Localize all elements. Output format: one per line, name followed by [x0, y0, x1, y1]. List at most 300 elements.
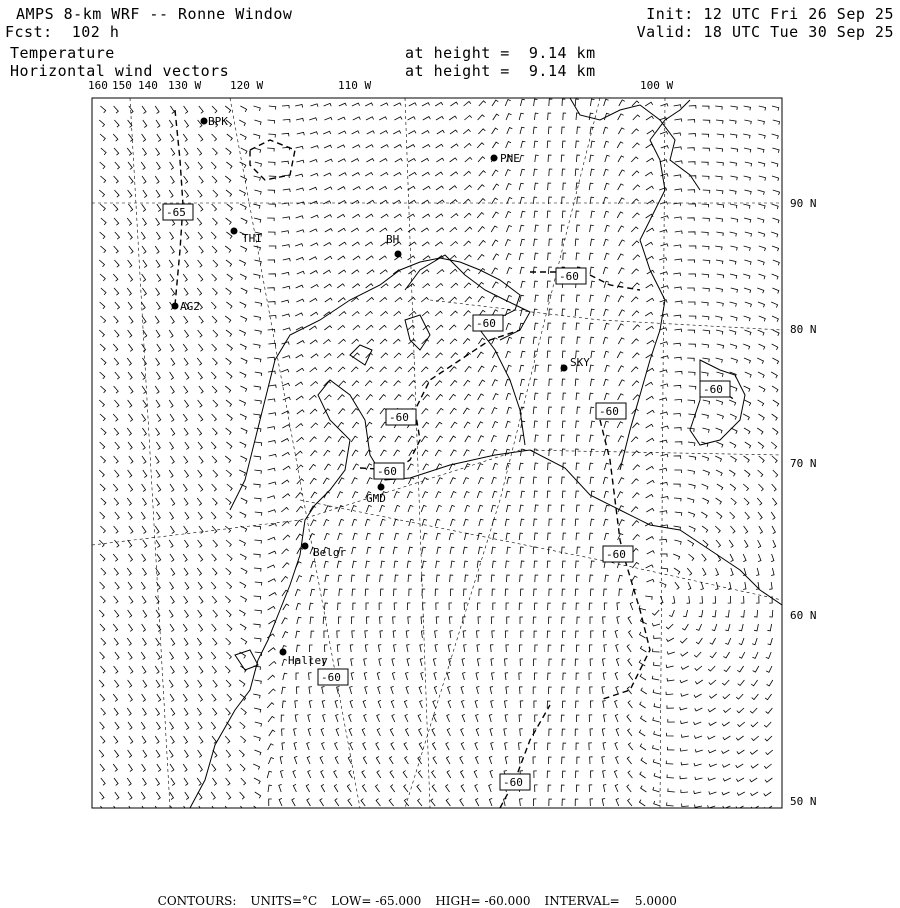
- wind-barb: [197, 218, 201, 225]
- wind-barb: [694, 652, 701, 657]
- wind-barb: [268, 329, 275, 332]
- wind-barb: [128, 554, 132, 561]
- wind-barb: [590, 477, 594, 484]
- wind-barb: [505, 170, 510, 177]
- wind-barb: [267, 496, 275, 499]
- wind-barb: [309, 603, 313, 610]
- wind-barb: [211, 512, 216, 519]
- wind-barb: [730, 176, 737, 180]
- wind-barb: [548, 575, 551, 582]
- wind-barb: [226, 638, 231, 645]
- wind-barb: [772, 386, 778, 392]
- wind-barb: [632, 353, 639, 358]
- wind-barb: [184, 358, 188, 365]
- wind-barb: [395, 298, 402, 303]
- wind-barb: [127, 288, 131, 295]
- wind-barb: [339, 589, 343, 596]
- wind-barb: [641, 786, 647, 792]
- wind-barb: [646, 116, 654, 120]
- wind-barb: [184, 470, 188, 477]
- wind-barb: [405, 757, 409, 765]
- wind-barb: [367, 270, 374, 274]
- wind-barb: [142, 414, 146, 422]
- wind-barb: [268, 510, 276, 513]
- wind-barb: [729, 120, 736, 124]
- wind-barb: [380, 547, 384, 554]
- wind-barb: [169, 120, 173, 128]
- wind-barb: [688, 302, 695, 305]
- wind-barb: [743, 204, 750, 209]
- wind-barb: [628, 743, 632, 750]
- wind-barb: [604, 379, 609, 386]
- wind-barb: [394, 353, 401, 358]
- wind-barb: [170, 386, 174, 394]
- wind-barb: [436, 325, 443, 330]
- wind-barb: [738, 680, 745, 686]
- wind-barb: [627, 715, 631, 722]
- wind-barb: [771, 568, 774, 576]
- wind-barb: [739, 638, 744, 645]
- wind-barb: [666, 665, 674, 668]
- wind-barb: [323, 714, 326, 722]
- wind-barb: [268, 204, 275, 207]
- wind-barb: [403, 771, 407, 778]
- wind-barb: [603, 785, 606, 793]
- wind-barb: [183, 134, 187, 141]
- wind-barb: [562, 407, 565, 414]
- wind-barb: [212, 106, 217, 113]
- wind-barb: [710, 638, 716, 644]
- wind-barb: [366, 367, 373, 372]
- wind-barb: [293, 784, 296, 792]
- wind-barb: [450, 478, 456, 484]
- wind-barb: [730, 274, 737, 279]
- wind-barb: [212, 428, 217, 435]
- station-dot: [302, 543, 309, 550]
- wind-barb: [695, 708, 703, 711]
- wind-barb: [520, 155, 525, 162]
- wind-barb: [310, 160, 318, 163]
- wind-barb: [376, 785, 380, 792]
- wind-barb: [603, 337, 608, 344]
- wind-barb: [731, 148, 738, 152]
- wind-barb: [694, 736, 702, 739]
- wind-barb: [141, 722, 145, 730]
- wind-barb: [241, 568, 247, 574]
- wind-barb: [101, 428, 106, 435]
- wind-barb: [254, 708, 261, 713]
- wind-barb: [170, 414, 174, 422]
- wind-barb: [521, 351, 526, 358]
- wind-barb: [435, 645, 438, 653]
- wind-barb: [421, 158, 429, 162]
- wind-barb: [268, 648, 275, 652]
- wind-barb: [639, 730, 645, 736]
- wind-barb: [688, 344, 695, 347]
- wind-barb: [351, 436, 357, 442]
- wind-barb: [378, 700, 381, 708]
- wind-barb: [282, 743, 285, 750]
- wind-barb: [533, 757, 536, 764]
- wind-barb: [197, 148, 201, 155]
- wind-barb: [325, 298, 332, 302]
- wind-barb: [758, 330, 764, 336]
- wind-barb: [254, 400, 261, 404]
- wind-barb: [616, 798, 619, 806]
- wind-barb: [766, 750, 773, 755]
- wind-barb: [352, 284, 359, 288]
- wind-barb: [336, 728, 339, 736]
- wind-barb: [347, 785, 351, 793]
- wind-barb: [127, 358, 131, 365]
- wind-barb: [616, 756, 619, 764]
- wind-barb: [322, 701, 325, 709]
- wind-barb: [744, 386, 750, 392]
- wind-barb: [268, 260, 275, 263]
- wind-barb: [619, 520, 625, 526]
- wind-barb: [653, 759, 660, 764]
- wind-barb: [198, 540, 202, 547]
- wind-barb: [771, 302, 777, 308]
- wind-barb: [716, 120, 723, 124]
- wind-barb: [253, 274, 260, 278]
- wind-barb: [423, 464, 429, 470]
- wind-barb: [702, 526, 708, 533]
- wind-barb: [197, 358, 201, 365]
- wind-barb: [311, 492, 317, 498]
- wind-barb: [659, 258, 667, 261]
- wind-barb: [465, 366, 472, 372]
- wind-barb: [170, 176, 174, 184]
- wind-barb: [436, 561, 440, 568]
- wind-barb: [604, 491, 609, 498]
- wind-barb: [295, 105, 303, 108]
- wind-barb: [645, 102, 653, 106]
- wind-barb: [184, 148, 188, 155]
- wind-barb: [226, 190, 232, 197]
- lat-label: 90 N: [790, 197, 817, 210]
- wind-barb: [157, 554, 161, 562]
- wind-barb: [589, 603, 592, 610]
- wind-barb: [674, 385, 681, 388]
- wind-barb: [575, 449, 579, 456]
- wind-barb: [447, 728, 450, 736]
- wind-barb: [296, 285, 304, 288]
- wind-barb: [450, 519, 455, 526]
- wind-barb: [743, 274, 750, 279]
- wind-barb: [451, 144, 458, 148]
- wind-barb: [653, 787, 660, 792]
- wind-barb: [660, 554, 667, 557]
- wind-barb: [227, 554, 232, 561]
- wind-barb: [213, 330, 218, 337]
- wind-barb: [463, 129, 470, 134]
- wind-barb: [535, 785, 538, 792]
- wind-barb: [156, 652, 160, 660]
- wind-barb: [240, 806, 245, 813]
- wind-barb: [142, 498, 146, 506]
- wind-barb: [311, 354, 318, 358]
- wind-barb: [379, 603, 382, 610]
- wind-barb: [380, 617, 383, 624]
- wind-barb: [591, 351, 595, 358]
- wind-barb: [394, 173, 402, 177]
- wind-barb: [627, 785, 631, 792]
- wind-barb: [282, 272, 290, 275]
- wind-barb: [422, 492, 428, 498]
- wind-barb: [366, 395, 373, 400]
- wind-barb: [421, 367, 428, 372]
- wind-barb: [716, 400, 723, 405]
- wind-barb: [576, 603, 579, 610]
- wind-barb: [240, 344, 246, 350]
- wind-barb: [772, 176, 779, 181]
- wind-barb: [296, 506, 303, 512]
- wind-barb: [549, 449, 552, 456]
- wind-barb: [628, 617, 632, 625]
- wind-barb: [307, 756, 310, 764]
- wind-barb: [212, 708, 216, 715]
- wind-barb: [632, 423, 639, 428]
- wind-barb: [241, 218, 247, 224]
- wind-barb: [418, 771, 422, 778]
- wind-barb: [197, 708, 201, 715]
- wind-barb: [589, 113, 593, 120]
- wind-barb: [730, 106, 737, 110]
- wind-barb: [689, 456, 696, 460]
- wind-barb: [309, 395, 316, 400]
- wind-barb: [155, 246, 159, 254]
- wind-barb: [744, 428, 750, 434]
- wind-barb: [576, 673, 579, 680]
- wind-barb: [695, 680, 703, 684]
- wind-barb: [364, 673, 367, 681]
- wind-barb: [128, 204, 132, 211]
- wind-barb: [141, 232, 145, 240]
- wind-barb: [450, 242, 457, 247]
- wind-barb: [575, 799, 578, 806]
- wind-barb: [156, 358, 160, 366]
- wind-barb: [590, 449, 594, 456]
- wind-barb: [379, 117, 387, 120]
- wind-barb: [702, 344, 709, 348]
- wind-barb: [590, 435, 594, 442]
- wind-barb: [604, 323, 609, 330]
- wind-barb: [390, 771, 394, 779]
- wind-barb: [716, 302, 723, 306]
- wind-barb: [352, 214, 360, 218]
- wind-barb: [673, 343, 680, 346]
- wind-barb: [590, 617, 593, 624]
- wind-barb: [183, 694, 187, 702]
- wind-barb: [114, 120, 119, 127]
- wind-barb: [141, 372, 145, 380]
- wind-barb: [325, 367, 332, 372]
- wind-barb: [254, 190, 261, 195]
- wind-barb: [631, 227, 638, 232]
- wind-barb: [731, 218, 738, 222]
- wind-barb: [184, 708, 188, 716]
- wind-barb: [478, 394, 484, 400]
- wind-barb: [450, 130, 458, 134]
- wind-barb: [115, 372, 120, 379]
- wind-barb: [702, 288, 709, 292]
- wind-barb: [603, 771, 606, 779]
- wind-barb: [227, 764, 231, 771]
- wind-barb: [325, 575, 329, 582]
- wind-barb: [433, 714, 436, 722]
- wind-barb: [406, 728, 409, 736]
- wind-barb: [604, 309, 609, 316]
- wind-barb: [394, 561, 398, 568]
- wind-barb: [129, 596, 133, 603]
- wind-barb: [674, 259, 681, 262]
- contour-label-text: -60: [606, 548, 626, 561]
- wind-barb: [506, 226, 511, 233]
- wind-barb: [213, 470, 218, 477]
- wind-barb: [641, 688, 647, 694]
- wind-barb: [716, 358, 723, 363]
- wind-barb: [716, 232, 723, 236]
- wind-barb: [185, 372, 189, 379]
- wind-barb: [673, 414, 680, 417]
- wind-barb: [451, 353, 458, 358]
- wind-barb: [667, 733, 674, 736]
- wind-vector-field: [99, 99, 779, 814]
- wind-barb: [143, 120, 147, 128]
- wind-barb: [701, 582, 704, 590]
- wind-barb: [421, 436, 427, 442]
- wind-barb: [744, 358, 751, 363]
- contour-value-labels: [163, 204, 730, 790]
- wind-barb: [254, 736, 261, 741]
- wind-barb: [450, 408, 457, 414]
- wind-barb: [654, 703, 661, 708]
- wind-barb: [646, 298, 654, 302]
- wind-barb: [378, 686, 381, 694]
- wind-barb: [765, 694, 772, 700]
- wind-barb: [772, 204, 779, 209]
- wind-barb: [520, 309, 525, 316]
- wind-barb: [619, 380, 625, 386]
- wind-barb: [576, 575, 579, 582]
- wind-barb: [407, 145, 415, 148]
- wind-barb: [226, 372, 232, 379]
- wind-barb: [549, 379, 553, 386]
- wind-barb: [184, 666, 188, 674]
- contour-label: [163, 204, 193, 220]
- wind-barb: [128, 512, 132, 519]
- wind-barb: [759, 316, 766, 321]
- wind-barb: [750, 750, 757, 754]
- wind-barb: [590, 225, 594, 232]
- wind-barb: [211, 582, 216, 589]
- wind-barb: [633, 465, 640, 470]
- wind-barb: [296, 257, 304, 260]
- legend-high: HIGH= -60.000: [435, 894, 531, 908]
- wind-barb: [492, 100, 498, 106]
- wind-barb: [297, 410, 304, 414]
- wind-barb: [561, 505, 564, 512]
- wind-barb: [170, 512, 174, 520]
- wind-barb: [702, 246, 709, 250]
- wind-barb: [143, 540, 147, 548]
- station-sky: SKY: [570, 356, 590, 369]
- wind-barb: [730, 344, 737, 349]
- wind-barb: [156, 162, 160, 170]
- wind-barb: [660, 440, 668, 443]
- wind-barb: [352, 145, 360, 148]
- wind-barb: [520, 337, 525, 344]
- wind-barb: [157, 694, 161, 702]
- wind-barb: [101, 708, 106, 715]
- wind-barb: [395, 228, 403, 232]
- wind-barb: [311, 146, 319, 149]
- wind-barb: [155, 666, 159, 674]
- wind-barb: [310, 243, 318, 246]
- wind-barb: [254, 176, 261, 181]
- wind-barb: [723, 778, 731, 781]
- wind-barb: [142, 708, 146, 716]
- wind-barb: [435, 519, 440, 526]
- wind-barb: [311, 423, 318, 428]
- wind-barb: [490, 728, 493, 736]
- wind-barb: [99, 540, 104, 547]
- wind-barb: [337, 353, 344, 358]
- wind-barb: [591, 421, 595, 428]
- wind-barb: [226, 540, 231, 547]
- wind-barb: [253, 414, 260, 418]
- wind-barb: [198, 344, 202, 351]
- wind-barb: [157, 764, 161, 772]
- wind-barb: [576, 211, 580, 218]
- wind-barb: [703, 190, 710, 193]
- wind-barb: [212, 204, 217, 211]
- wind-barb: [674, 105, 681, 108]
- wind-barb: [461, 785, 465, 793]
- wind-barb: [255, 722, 262, 727]
- wind-barb: [563, 673, 566, 680]
- wind-barb: [435, 102, 443, 106]
- wind-barb: [716, 512, 722, 519]
- station-thi: THI: [242, 232, 262, 245]
- contour-label: [386, 409, 416, 425]
- wind-barb: [268, 551, 276, 554]
- field-wind-vectors: Horizontal wind vectors: [10, 62, 230, 80]
- wind-barb: [366, 603, 369, 610]
- wind-barb: [716, 498, 722, 504]
- wind-barb: [772, 316, 778, 322]
- wind-barb: [422, 561, 426, 568]
- wind-barb: [464, 561, 468, 568]
- wind-barb: [184, 540, 188, 548]
- wind-barb: [391, 742, 395, 750]
- wind-barb: [654, 662, 661, 666]
- wind-barb: [752, 694, 759, 700]
- wind-barb: [171, 778, 175, 786]
- wind-barb: [380, 131, 388, 134]
- wind-barb: [395, 575, 399, 582]
- wind-barb: [758, 344, 764, 350]
- wind-barb: [380, 311, 387, 316]
- wind-barb: [324, 520, 330, 527]
- wind-barb: [337, 214, 345, 218]
- wind-barb: [267, 565, 275, 568]
- wind-barb: [660, 384, 668, 387]
- wind-barb: [745, 372, 751, 378]
- wind-barb: [212, 148, 217, 155]
- wind-barb: [406, 631, 409, 638]
